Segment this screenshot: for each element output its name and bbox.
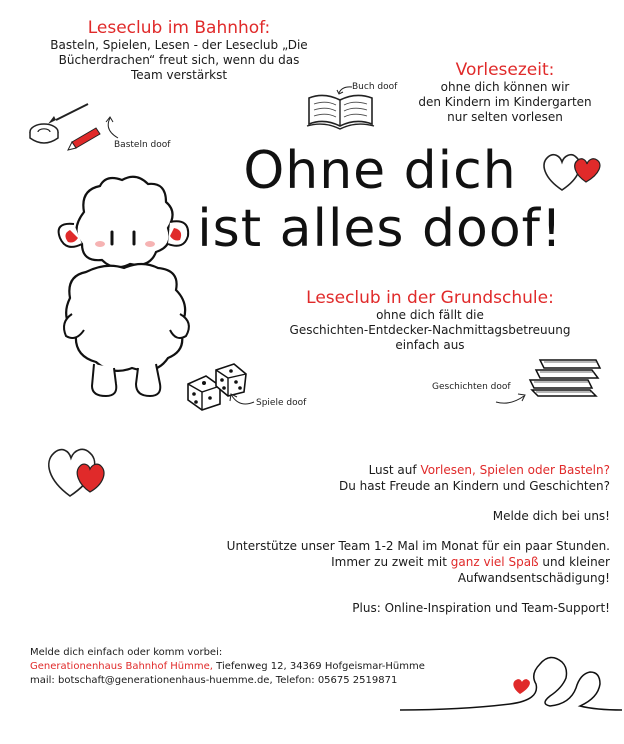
cta-line: Melde dich bei uns! [492,509,610,523]
arrow-icon [336,84,356,96]
section-line: Geschichten-Entdecker-Nachmittagsbetreuung [289,323,571,337]
footer-org: Generationenhaus Bahnhof Hümme, [30,661,213,672]
section-line: Basteln, Spielen, Lesen - der Leseclub „Die [50,38,308,52]
section-line: einfach aus [395,338,465,352]
call-to-action [180,462,610,616]
headline-line: ist alles doof! [197,199,563,259]
cta-line [180,462,610,478]
headline-line: Ohne dich [243,141,517,201]
headline [160,142,600,258]
section-leseclub-grundschule [260,288,600,353]
note-basteln-doof: Basteln doof [114,140,171,150]
cta-text: Lust auf [368,463,421,477]
cta-line: Du hast Freude an Kindern und Geschichten? [339,479,610,493]
cta-text: Immer zu zweit mit [331,555,451,569]
section-leseclub-bahnhof [28,18,330,83]
section-line: Team verstärkst [130,68,228,82]
cta-line: Unterstütze unser Team 1-2 Mal im Monat für ein paar Stunden. [226,539,610,553]
note-spiele-doof: Spiele doof [256,398,307,408]
section-line: ohne dich fällt die [376,308,484,322]
section-title: Vorlesezeit: [455,60,555,80]
section-line: den Kindern im Kindergarten [418,95,592,109]
footer-contact-line: mail: botschaft@generationenhaus-huemme.de, Telefon: 05675 2519871 [30,675,398,686]
hearts-icon [44,440,114,500]
cta-line: Plus: Online-Inspiration und Team-Support! [352,601,610,615]
section-title: Leseclub in der Grundschule: [306,288,554,308]
cta-highlight: Vorlesen, Spielen oder Basteln? [420,463,610,477]
book-stack-icon [526,352,606,402]
heart-line-icon [400,644,622,714]
cta-text: und kleiner Aufwandsentschädigung! [457,555,610,585]
footer-address: Tiefenweg 12, 34369 Hofgeismar-Hümme [212,661,425,672]
section-vorlesezeit [400,60,610,125]
section-line: ohne dich können wir [440,80,570,94]
cta-line [180,554,610,586]
section-title: Leseclub im Bahnhof: [87,18,271,38]
arrow-icon [100,116,130,140]
arrow-icon [228,392,258,412]
note-geschichten-doof: Geschichten doof [432,382,511,392]
section-line: Bücherdrachen“ freut sich, wenn du das [58,53,300,67]
arrow-icon [494,388,528,408]
cta-highlight: ganz viel Spaß [450,555,539,569]
note-buch-doof: Buch doof [352,82,398,92]
sheep-illustration [52,172,202,408]
footer-intro: Melde dich einfach oder komm vorbei: [30,647,223,658]
section-line: nur selten vorlesen [447,110,563,124]
